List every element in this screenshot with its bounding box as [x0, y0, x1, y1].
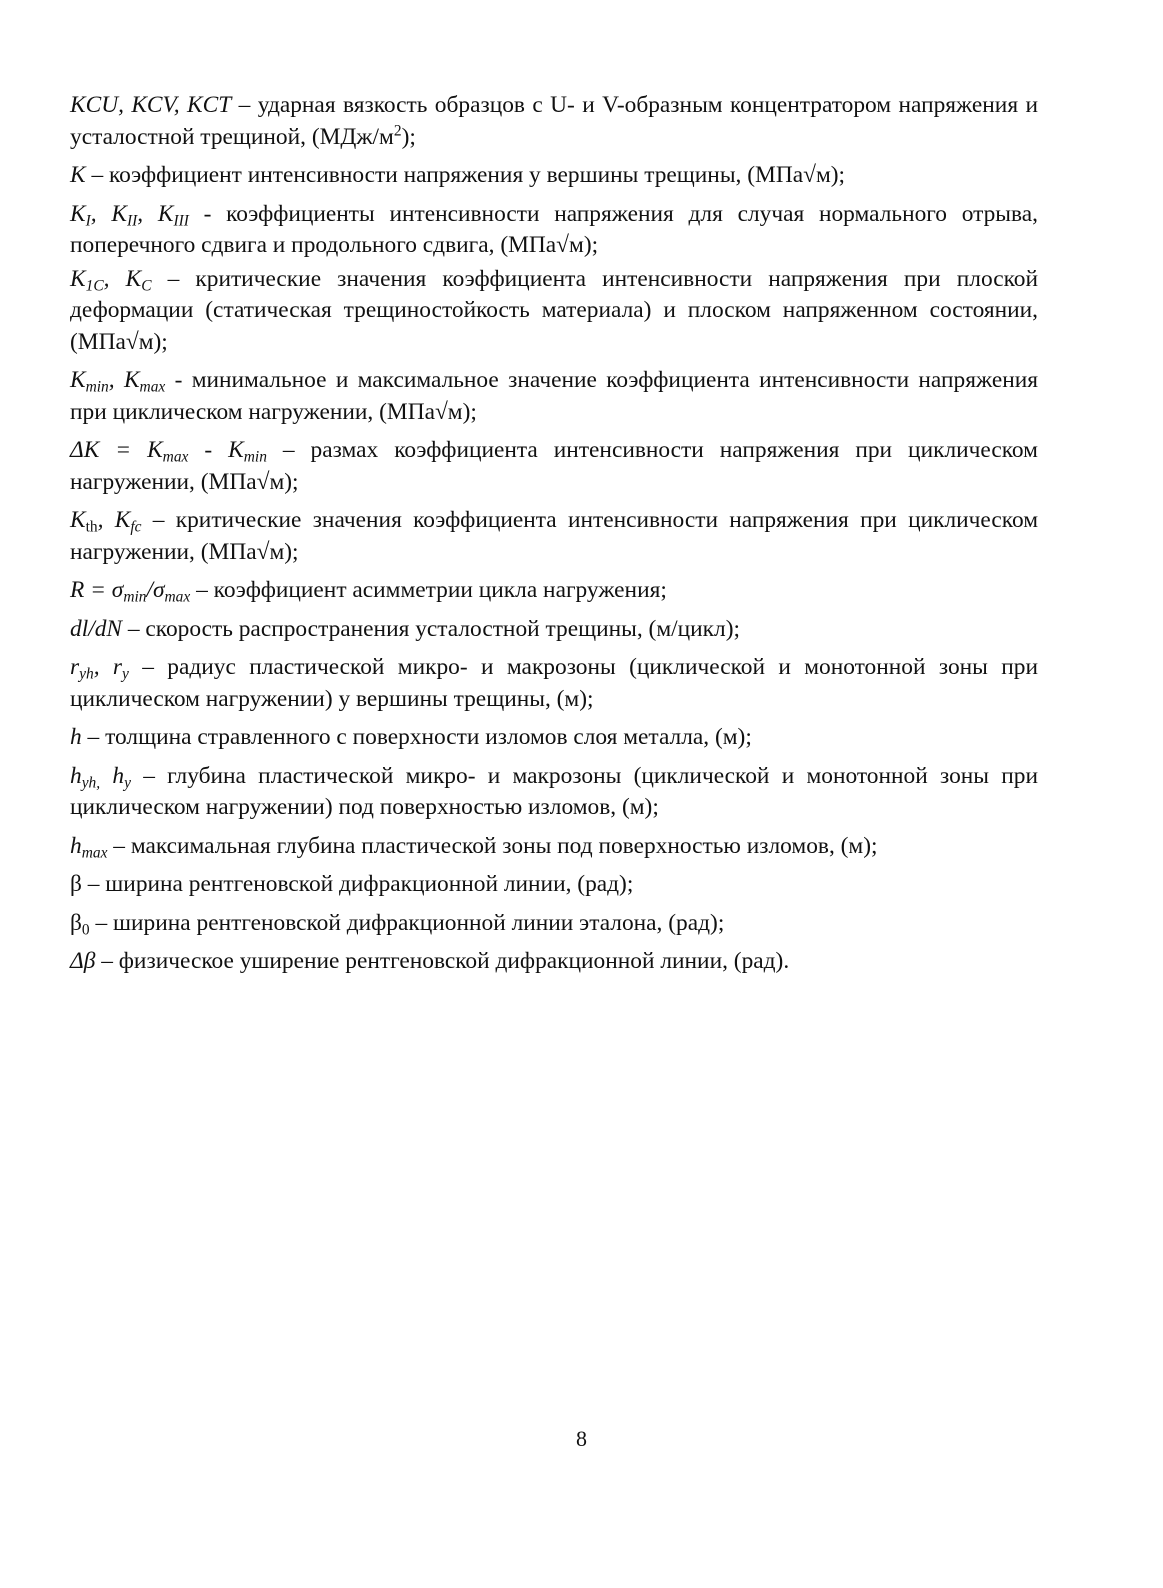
separator: ,: [90, 200, 112, 227]
symbol: K: [70, 200, 86, 227]
subscript: th: [85, 518, 98, 536]
symbol: h: [70, 724, 82, 750]
definition-ryh-ry: [70, 652, 1038, 715]
definition-text: – критические значения коэффициента интенсивности напряжения при циклическом нагружении, (МПа√м);: [70, 507, 1039, 565]
symbol: K: [70, 507, 86, 533]
definition-kmin-kmax: [70, 365, 1038, 428]
separator: ,: [103, 265, 126, 292]
definition-kcu-kcv-kct: [70, 90, 1038, 153]
definition-text: – коэффициент интенсивности напряжения у вершины трещины, (МПа√м);: [85, 162, 846, 188]
definition-tail: );: [401, 123, 416, 150]
symbol: K: [114, 507, 131, 533]
symbol: K: [70, 265, 86, 292]
subscript: max: [162, 448, 189, 466]
symbol: K: [157, 200, 174, 227]
symbol: K: [125, 265, 142, 292]
definition-dl-dn: [70, 614, 1038, 646]
symbol: β: [70, 909, 82, 936]
definition-text: – физическое уширение рентгеновской дифракционной линии, (рад).: [95, 948, 790, 974]
subscript: yh,: [81, 774, 101, 792]
definition-text: - минимальное и максимальное значение коэффициента интенсивности напряжения при циклическом нагружении, (МПа√м);: [70, 367, 1039, 425]
definition-text: – радиус пластической микро- и макрозоны (циклической и монотонной зоны при циклическом нагружении) у вершины трещины, (м);: [70, 654, 1038, 712]
definition-text: – толщина стравленного с поверхности изломов слоя металла, (м);: [81, 724, 752, 750]
subscript: I: [85, 212, 91, 230]
subscript: min: [243, 448, 267, 466]
subscript: fc: [130, 518, 142, 536]
definition-r: [70, 575, 1038, 607]
symbol: ΔK = K: [70, 437, 163, 463]
definition-text: – критические значения коэффициента интенсивности напряжения при плоской деформации (статическая трещиностойкость материала) и плоском напряженном состоянии, (МПа√м);: [70, 265, 1038, 355]
definition-kth-kfc: [70, 505, 1038, 568]
symbol: h: [112, 762, 125, 789]
separator: ,: [97, 507, 115, 533]
definition-text: – размах коэффициента интенсивности напряжения при циклическом нагружении, (МПа√м);: [70, 437, 1038, 495]
subscript: III: [173, 212, 189, 230]
symbol: h: [70, 762, 82, 789]
subscript: yh: [79, 665, 94, 683]
subscript: min: [123, 588, 147, 606]
definition-h: [70, 722, 1038, 754]
definition-beta: [70, 869, 1038, 901]
symbol: K: [70, 162, 86, 188]
symbols-list: [70, 90, 1038, 985]
subscript: II: [126, 212, 138, 230]
superscript: 2: [393, 122, 402, 140]
definition-hmax: [70, 831, 1038, 863]
subscript: max: [139, 378, 166, 396]
definition-ki-kii-kiii: [70, 199, 1038, 262]
symbol: R = σ: [70, 577, 124, 603]
separator: ,: [137, 200, 158, 227]
subscript: y: [124, 774, 131, 792]
definition-text: – глубина пластической микро- и макрозоны (циклической и монотонной зоны при циклическом нагружении) под поверхностью изломов, (м);: [70, 762, 1038, 820]
subscript: C: [141, 277, 152, 295]
symbol: KCU, KCV, KCT: [70, 92, 232, 118]
separator: - K: [188, 437, 244, 463]
definition-text: – ширина рентгеновской дифракционной линии, (рад);: [81, 871, 634, 897]
symbol: r: [112, 654, 123, 680]
subscript: 0: [81, 921, 90, 939]
definition-delta-beta: [70, 946, 1038, 978]
symbol: r: [70, 654, 80, 680]
subscript: 1C: [85, 277, 104, 295]
definition-delta-k: [70, 435, 1038, 498]
definition-text: – ширина рентгеновской дифракционной линии эталона, (рад);: [89, 909, 725, 936]
definition-k1c-kc: [70, 264, 1038, 359]
separator: ,: [108, 367, 124, 393]
separator: /σ: [146, 577, 165, 603]
symbol: β: [70, 871, 82, 897]
definition-text: - коэффициенты интенсивности напряжения для случая нормального отрыва, поперечного сдвига и продольного сдвига, (МПа√м);: [70, 200, 1038, 258]
separator: ,: [93, 654, 113, 680]
subscript: min: [85, 378, 109, 396]
symbol: Δβ: [70, 948, 96, 974]
definition-text: – ударная вязкость образцов с U- и V-образным концентратором напряжения и усталостной трещиной, (МДж/м: [70, 92, 1038, 150]
definition-hyh-hy: [70, 761, 1038, 824]
definition-beta0: [70, 908, 1038, 940]
subscript: y: [122, 665, 129, 683]
symbol: dl/dN: [70, 615, 122, 642]
symbol: K: [111, 200, 127, 227]
definition-text: – коэффициент асимметрии цикла нагружения;: [190, 577, 667, 603]
definition-text: – максимальная глубина пластической зоны под поверхностью изломов, (м);: [107, 832, 878, 859]
page-number: 8: [576, 1426, 587, 1451]
definition-text: – скорость распространения усталостной трещины, (м/цикл);: [122, 615, 740, 642]
subscript: max: [81, 844, 108, 862]
symbol: K: [123, 367, 140, 393]
symbol: K: [70, 367, 86, 393]
definition-k: [70, 160, 1038, 192]
subscript: max: [164, 588, 191, 606]
symbol: h: [70, 832, 82, 859]
separator: [100, 763, 112, 789]
